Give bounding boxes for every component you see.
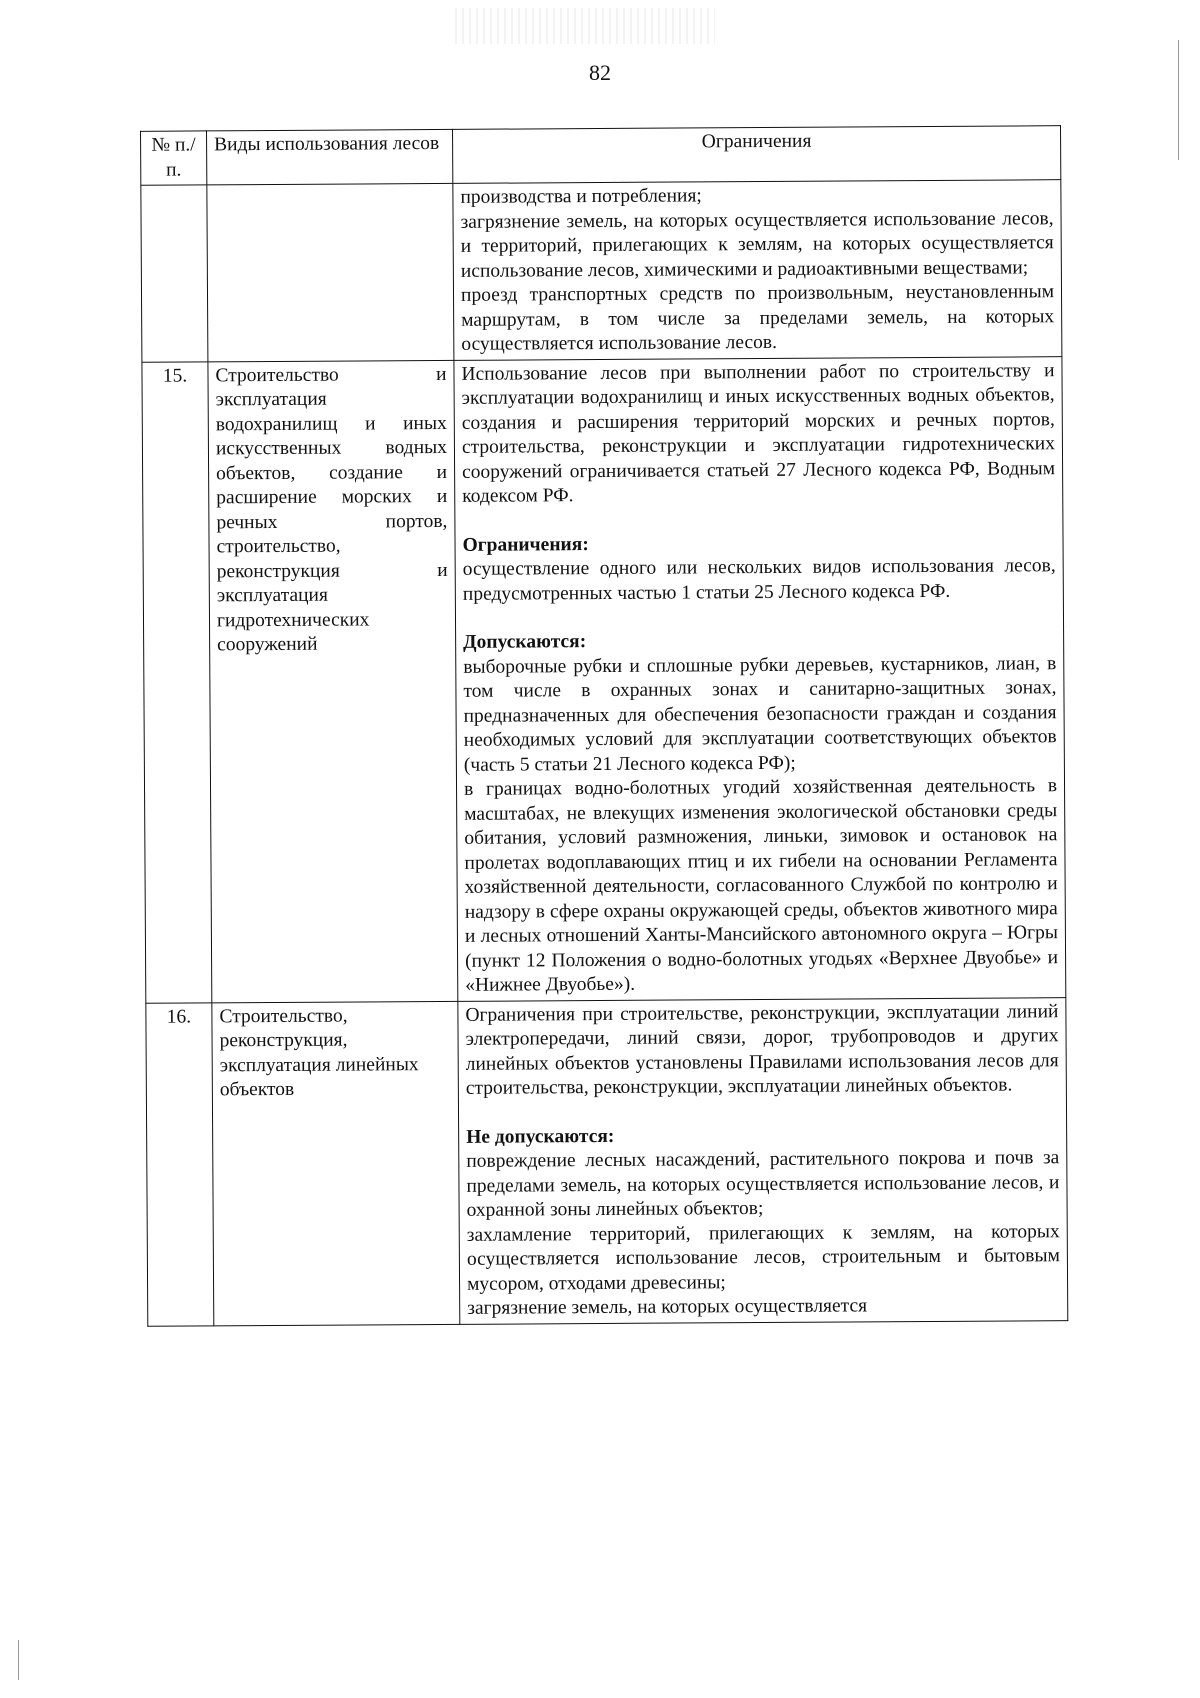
row-kind: Строительство и эксплуатация водохранилищ и иных искусственных водных объектов, создание и расширение морских и речных портов, строительство, реконструкция и эксплуатация гидротехнических сооружений: [208, 360, 458, 1002]
row-number: 15.: [142, 361, 212, 1002]
header-forest-use-kind: Виды использования лесов: [207, 129, 453, 185]
row-kind: [207, 183, 454, 361]
forbidden-item: захламление территорий, прилегающих к землям, на которых осуществляется использование лесов, строительным и бытовым мусором, отходами древесины;: [466, 1220, 1060, 1295]
limits-intro: Ограничения при строительстве, реконструкции, эксплуатации линий электропередачи, линий связи, дорог, трубопроводов и других линейных объектов установлены Правилами использования лесов для строительства, реконструкции, эксплуатации линейных объектов.: [465, 1000, 1059, 1099]
allowed-item: выборочные рубки и сплошные рубки деревьев, кустарников, лиан, в том числе в охранных зонах и санитарно-защитных зонах, предназначенных для обеспечения безопасности граждан и создания необходимых условий для эксплуатации соответствующих объектов (часть 5 статьи 21 Лесного кодекса РФ);: [463, 652, 1057, 776]
limits-intro: Использование лесов при выполнении работ по строительству и эксплуатации водохранилищ и иных искусственных водных объектов, создания и расширения территорий морских и речных портов, строительства, реконструкции и эксплуатации гидротехнических сооружений ограничивается статьей 27 Лесного кодекса РФ, Водным кодексом РФ.: [461, 359, 1056, 507]
restrictions-text: осуществление одного или нескольких видов использования лесов, предусмотренных частью 1 статьи 25 Лесного кодекса РФ.: [462, 555, 1056, 605]
table-row-continued: [141, 180, 1062, 362]
limit-paragraph: загрязнение земель, на которых осуществляется использование лесов, и территорий, прилегающих к землям, на которых осуществляется использование лесов, химическими и радиоактивными веществами;: [460, 207, 1054, 282]
header-number: № п./п.: [141, 131, 207, 185]
row-limits: [454, 356, 1066, 1001]
table-row-16: [146, 997, 1068, 1326]
page-number: 82: [589, 60, 611, 85]
row-kind: Строительство, реконструкция, эксплуатация линейных объектов: [212, 1001, 460, 1325]
row-limits: [453, 180, 1062, 360]
spacer: [462, 506, 1055, 534]
row-number: [141, 185, 208, 362]
forbidden-item: повреждение лесных насаждений, растительного покрова и почв за пределами земель, на которых осуществляется использование лесов, и охранной зоны линейных объектов;: [466, 1147, 1060, 1221]
scan-noise: [455, 8, 715, 44]
forbidden-heading: Не допускаются:: [466, 1125, 615, 1148]
limit-paragraph: проезд транспортных средств по произвольным, неустановленным маршрутам, в том числе за пределами земель, на которых осуществляется использование лесов.: [460, 281, 1055, 355]
allowed-heading: Допускаются:: [463, 631, 587, 653]
spacer: [466, 1098, 1059, 1126]
right-edge-mark: [1178, 40, 1179, 160]
forest-use-limits-table: [140, 125, 1068, 1326]
left-edge-mark: [18, 1640, 19, 1680]
restrictions-heading: Ограничения:: [462, 533, 589, 556]
forbidden-item: загрязнение земель, на которых осуществляется: [467, 1295, 868, 1319]
row-limits: [458, 997, 1068, 1324]
header-limits: Ограничения: [453, 126, 1061, 184]
row-number: 16.: [146, 1002, 214, 1325]
allowed-item: в границах водно-болотных угодий хозяйственная деятельность в масштабах, не влекущих изменения экологической обстановки среды обитания, условий размножения, линьки, зимовок и остановок на пролетах водоплавающих птиц и их гибели на основании Регламента хозяйственной деятельности, согласованного Службой по контролю и надзору в сфере охраны окружающей среды, объектов животного мира и лесных отношений Ханты-Мансийского автономного округа – Югры (пункт 12 Положения о водно-болотных угодьях «Верхнее Двуобье» и «Нижнее Двуобье»).: [463, 775, 1059, 996]
limit-paragraph: производства и потребления;: [460, 185, 702, 208]
spacer: [463, 603, 1056, 631]
table-header-row: [141, 126, 1061, 186]
table-row-15: [142, 356, 1066, 1003]
